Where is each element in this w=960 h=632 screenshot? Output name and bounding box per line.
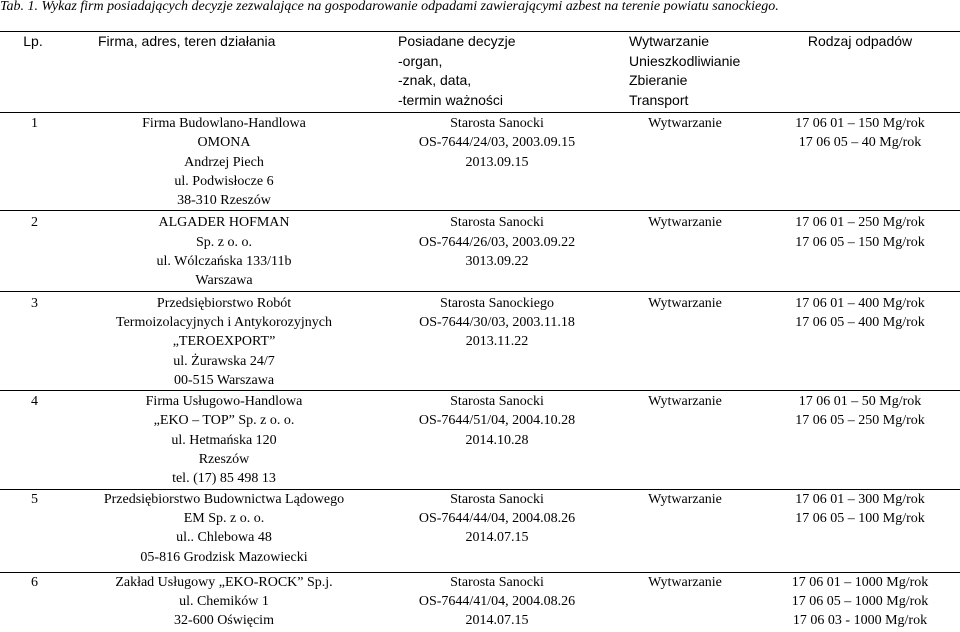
cell-line: 17 06 05 – 150 Mg/rok: [795, 234, 925, 250]
cell-line: Starosta Sanocki: [450, 394, 544, 410]
cell-line: Wytwarzanie: [648, 574, 722, 590]
cell-line: Firma Budowlano-Handlowa: [142, 116, 306, 131]
cell-decision: [384, 291, 610, 390]
table-row: [0, 489, 960, 572]
caption-text: Wykaz firm posiadających decyzje zezwalające na gospodarowanie odpadami zawierającymi azbest na terenie powiatu sanockiego.: [41, 0, 779, 14]
cell-line: 17 06 01 – 300 Mg/rok: [795, 491, 925, 507]
cell-line: Starosta Sanocki: [450, 116, 544, 131]
table-row: [0, 291, 960, 390]
header-lp: Lp.: [0, 32, 64, 113]
cell-line: 5: [31, 491, 38, 507]
cell-line: ul. Hetmańska 120: [171, 432, 277, 448]
cell-waste: [760, 211, 960, 291]
cell-line: 05-816 Grodzisk Mazowiecki: [140, 549, 308, 565]
cell-activity: [610, 291, 760, 390]
cell-line: 2014.07.15: [465, 530, 529, 546]
table-caption: [0, 0, 960, 17]
cell-line: 2014.07.15: [465, 613, 529, 629]
table-row: [0, 572, 960, 632]
cell-line: Starosta Sanocki: [450, 215, 544, 231]
cell-lp: [0, 391, 64, 489]
cell-decision: [384, 211, 610, 291]
cell-line: 17 06 05 – 250 Mg/rok: [795, 413, 925, 429]
cell-line: Wytwarzanie: [648, 295, 722, 311]
cell-activity: [610, 489, 760, 572]
cell-line: OS-7644/26/03, 2003.09.22: [418, 234, 576, 250]
cell-activity: [610, 572, 760, 632]
cell-line: ul. Żurawska 24/7: [173, 353, 275, 369]
header-waste: Rodzaj odpadów: [760, 32, 960, 113]
cell-lp: [0, 291, 64, 390]
table-row: [0, 211, 960, 291]
cell-line: Wytwarzanie: [648, 491, 722, 507]
cell-activity: [610, 391, 760, 489]
cell-firm: [64, 113, 384, 211]
cell-line: Przedsiębiorstwo Robót: [156, 295, 292, 311]
cell-line: 32-600 Oświęcim: [174, 613, 274, 629]
cell-line: 6: [31, 574, 38, 590]
cell-waste: [760, 113, 960, 211]
cell-line: Sp. z o. o.: [196, 234, 252, 250]
cell-line: Warszawa: [195, 273, 253, 289]
table-header-row: [0, 32, 960, 113]
cell-line: Wytwarzanie: [648, 394, 722, 410]
cell-line: 17 06 01 – 1000 Mg/rok: [791, 574, 929, 590]
cell-line: 2013.09.15: [465, 154, 529, 170]
cell-line: Zakład Usługowy „EKO-ROCK” Sp.j.: [115, 574, 333, 590]
cell-line: 4: [31, 394, 38, 410]
cell-waste: [760, 391, 960, 489]
header-activity: Wytwarzanie Unieszkodliwianie Zbieranie Transport: [610, 32, 760, 113]
cell-line: 1: [31, 116, 38, 131]
cell-line: Starosta Sanockiego: [440, 295, 554, 311]
caption-label: Tab. 1.: [0, 0, 39, 14]
cell-line: Andrzej Piech: [184, 154, 264, 170]
cell-line: OS-7644/44/04, 2004.08.26: [418, 510, 576, 526]
cell-line: 17 06 05 – 1000 Mg/rok: [791, 593, 929, 609]
cell-line: 2014.10.28: [465, 432, 529, 448]
cell-line: 38-310 Rzeszów: [177, 193, 271, 209]
cell-line: ul. Wólczańska 133/11b: [156, 254, 292, 270]
cell-line: Rzeszów: [198, 452, 250, 468]
cell-line: 3: [31, 295, 38, 311]
cell-activity: [610, 211, 760, 291]
cell-line: Termoizolacyjnych i Antykorozyjnych: [116, 314, 332, 330]
cell-line: „TEROEXPORT”: [172, 334, 276, 350]
cell-line: 3013.09.22: [465, 254, 529, 270]
header-firm: Firma, adres, teren działania: [64, 32, 384, 113]
cell-firm: [64, 391, 384, 489]
cell-firm: [64, 489, 384, 572]
cell-line: tel. (17) 85 498 13: [172, 471, 276, 487]
cell-line: Wytwarzanie: [648, 116, 722, 131]
cell-activity: [610, 113, 760, 211]
cell-waste: [760, 489, 960, 572]
cell-line: OS-7644/24/03, 2003.09.15: [418, 135, 576, 151]
cell-firm: [64, 291, 384, 390]
cell-waste: [760, 291, 960, 390]
cell-line: ul. Chemików 1: [179, 593, 269, 609]
waste-permit-table: [0, 31, 960, 632]
cell-line: EM Sp. z o. o.: [183, 510, 265, 526]
cell-line: 17 06 01 – 400 Mg/rok: [795, 295, 925, 311]
cell-decision: [384, 391, 610, 489]
cell-line: Starosta Sanocki: [450, 574, 544, 590]
cell-line: OS-7644/41/04, 2004.08.26: [418, 593, 576, 609]
cell-line: Wytwarzanie: [648, 215, 722, 231]
cell-decision: [384, 572, 610, 632]
cell-line: 17 06 01 – 150 Mg/rok: [795, 116, 925, 131]
cell-lp: [0, 572, 64, 632]
cell-line: Firma Usługowo-Handlowa: [145, 394, 303, 410]
cell-line: „EKO – TOP” Sp. z o. o.: [153, 413, 295, 429]
cell-line: OS-7644/51/04, 2004.10.28: [418, 413, 576, 429]
cell-line: ALGADER HOFMAN: [158, 215, 290, 231]
cell-firm: [64, 211, 384, 291]
cell-line: 17 06 01 – 250 Mg/rok: [795, 215, 925, 231]
cell-decision: [384, 489, 610, 572]
cell-lp: [0, 489, 64, 572]
table-row: [0, 113, 960, 211]
cell-line: ul. Podwisłocze 6: [174, 173, 274, 189]
cell-firm: [64, 572, 384, 632]
cell-line: Starosta Sanocki: [450, 491, 544, 507]
cell-line: Przedsiębiorstwo Budownictwa Lądowego: [103, 491, 345, 507]
cell-line: OS-7644/30/03, 2003.11.18: [419, 314, 575, 330]
cell-line: 17 06 01 – 50 Mg/rok: [798, 394, 922, 410]
cell-line: 17 06 03 - 1000 Mg/rok: [792, 613, 928, 629]
cell-lp: [0, 211, 64, 291]
cell-line: 2: [31, 215, 38, 231]
cell-waste: [760, 572, 960, 632]
cell-line: 17 06 05 – 100 Mg/rok: [795, 510, 925, 526]
cell-line: OMONA: [197, 135, 251, 151]
cell-line: 00-515 Warszawa: [173, 372, 275, 388]
cell-lp: [0, 113, 64, 211]
cell-line: ul.. Chlebowa 48: [176, 530, 272, 546]
header-decision: Posiadane decyzje -organ, -znak, data, -termin ważności: [384, 32, 610, 113]
cell-line: 17 06 05 – 400 Mg/rok: [795, 314, 925, 330]
table-row: [0, 391, 960, 489]
cell-decision: [384, 113, 610, 211]
cell-line: 17 06 05 – 40 Mg/rok: [798, 135, 922, 151]
cell-line: 2013.11.22: [465, 334, 529, 350]
